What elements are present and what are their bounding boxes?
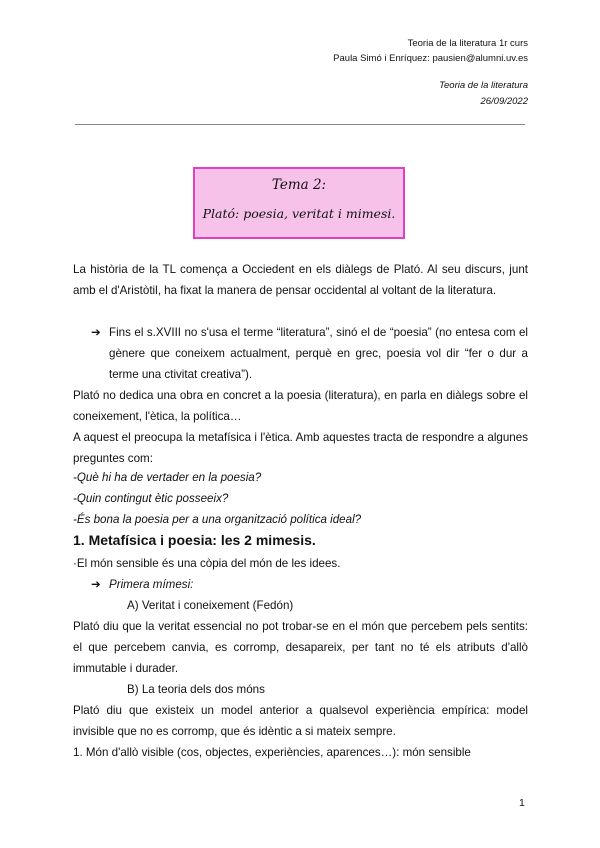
arrow-icon: ➔ [91, 326, 101, 339]
header-author: Paula Simó i Enríquez: pausien@alumni.uv.es [333, 53, 528, 64]
bullet-primera-mimesi-text: Primera mímesi: [109, 578, 194, 591]
arrow-icon: ➔ [91, 578, 101, 591]
title-box [193, 167, 405, 239]
page-number: 1 [519, 797, 525, 809]
list-item-1: 1. Món d'allò visible (cos, objectes, experiències, aparences…): món sensible [73, 746, 471, 759]
subheading-a: A) Veritat i coneixement (Fedón) [127, 599, 294, 612]
header-date: 26/09/2022 [480, 96, 528, 107]
paragraph-veritat: Plató diu que la veritat essencial no pot trobar-se en el món que percebem pels sentits: el que percebem canvia, es corromp, desapareix, per tant no té els atributs d'allò immutable i durader. [73, 620, 528, 675]
bullet-literatura-text: Fins el s.XVIII no s'usa el terme “literatura”, sinó el de “poesia” (no entesa com el gènere que coneixem actualment, perquè en grec, poesia vol dir “fer o dur a terme una ctivitat creativa”). [109, 326, 528, 381]
section-heading: 1. Metafísica i poesia: les 2 mimesis. [73, 532, 316, 548]
paragraph-dialegs: Plató no dedica una obra en concret a la poesia (literatura), en parla en diàlegs sobre el coneixement, l'ètica, la política… [73, 389, 528, 423]
question-2: -Quin contingut ètic posseeix? [73, 492, 229, 505]
header-divider [75, 124, 525, 125]
intro-paragraph: La història de la TL comença a Occiedent en els diàlegs de Plató. Al seu discurs, junt amb el d'Aristòtil, ha fixat la manera de pensar occidental al voltant de la literatura. [73, 263, 528, 297]
title-line-1: Tema 2: [271, 177, 327, 193]
subheading-b: B) La teoria dels dos móns [127, 683, 265, 696]
question-3: -És bona la poesia per a una organització política ideal? [73, 513, 362, 526]
title-line-2: Plató: poesia, veritat i mimesi. [202, 206, 396, 221]
paragraph-metafisica: A aquest el preocupa la metafísica i l'ètica. Amb aquestes tracta de respondre a algunes preguntes com: [73, 431, 528, 465]
sensible-line: ·El món sensible és una còpia del món de les idees. [73, 557, 341, 570]
header-subject: Teoria de la literatura [439, 80, 528, 91]
header-course: Teoria de la literatura 1r curs [407, 38, 528, 49]
question-1: -Què hi ha de vertader en la poesia? [73, 471, 262, 484]
paragraph-model: Plató diu que existeix un model anterior a qualsevol experiència empírica: model invisible que no es corromp, que és idèntic a si mateix sempre. [73, 704, 528, 738]
